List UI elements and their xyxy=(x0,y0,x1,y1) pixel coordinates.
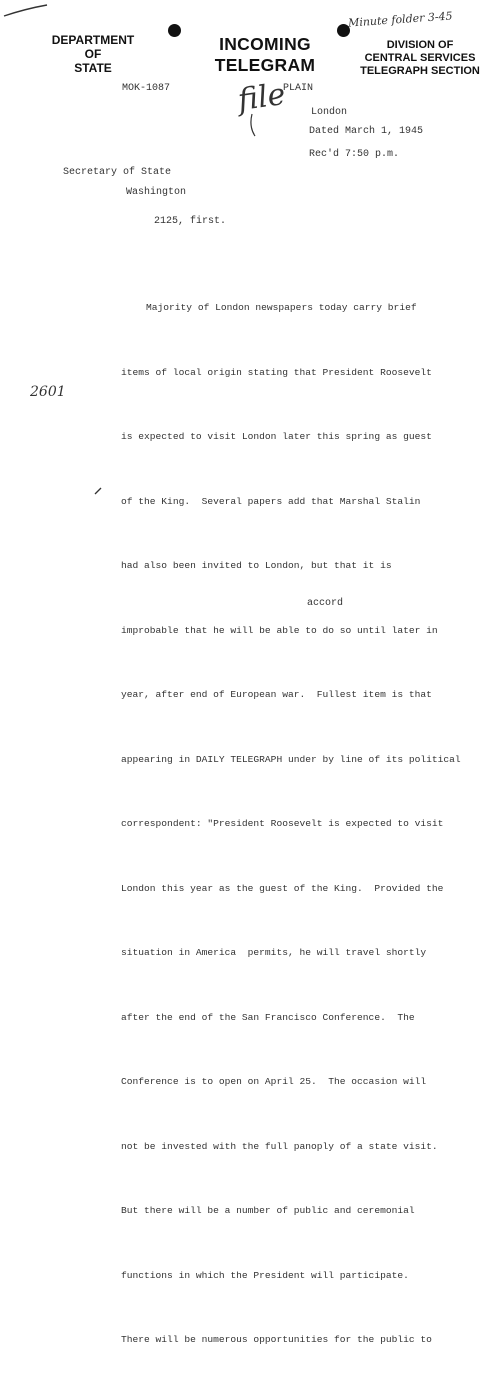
division-line-2: CENTRAL SERVICES xyxy=(364,52,476,64)
body-line: London this year as the guest of the King. Provided the xyxy=(121,882,444,894)
origin-city: London xyxy=(311,107,348,118)
dept-line-3: STATE xyxy=(74,61,112,75)
body-line: is expected to visit London later this spring as guest xyxy=(121,431,432,442)
pen-stroke-mark xyxy=(2,2,50,22)
handwritten-note-top-right: Minute folder 3-45 xyxy=(347,9,453,30)
handwritten-file: file xyxy=(235,76,288,119)
body-line: appearing in DAILY TELEGRAPH under by line of its political xyxy=(121,753,461,765)
division-line-1: DIVISION OF xyxy=(386,39,454,51)
margin-tick-mark xyxy=(93,486,103,496)
body-line: But there will be a number of public and ceremonial xyxy=(121,1205,415,1216)
recipient-line-2: Washington xyxy=(126,187,187,198)
body-line: of the King. Several papers add that Marshal Stalin xyxy=(121,495,421,507)
telegram-mode: PLAIN xyxy=(283,83,314,94)
body-line: situation in America permits, he will travel shortly xyxy=(121,947,427,958)
handwritten-margin-number: 2601 xyxy=(30,384,66,400)
telegram-body xyxy=(121,254,501,1394)
recipient-line-1: Secretary of State xyxy=(63,167,172,178)
body-line: items of local origin stating that President Roosevelt xyxy=(121,366,432,378)
dated-line: Dated March 1, 1945 xyxy=(309,126,424,137)
body-line: had also been invited to London, but that it is xyxy=(121,560,392,571)
title-line-1: INCOMING xyxy=(219,34,311,54)
body-line: after the end of the San Francisco Conference. The xyxy=(121,1011,415,1023)
body-line: There will be numerous opportunities for the public to xyxy=(121,1334,432,1345)
body-line: improbable that he will be able to do so until later in xyxy=(121,624,438,636)
continuation-word: accord xyxy=(307,598,344,609)
division-line-3: TELEGRAPH SECTION xyxy=(360,65,480,77)
body-line: year, after end of European war. Fullest item is that xyxy=(121,689,432,700)
reference-number: MOK-1087 xyxy=(122,83,171,94)
body-line: functions in which the President will participate. xyxy=(121,1269,409,1281)
division-header xyxy=(350,39,490,78)
file-underline-stroke xyxy=(246,112,260,138)
incoming-telegram-title xyxy=(200,34,330,76)
dept-line-1: DEPARTMENT xyxy=(51,33,135,47)
body-line: correspondent: "President Roosevelt is expected to visit xyxy=(121,818,444,829)
department-of-state-header xyxy=(38,33,148,75)
dept-line-2: OF xyxy=(84,47,102,61)
title-line-2: TELEGRAM xyxy=(214,55,316,75)
body-line: not be invested with the full panoply of a state visit. xyxy=(121,1140,438,1152)
punch-hole-left xyxy=(168,24,181,37)
serial-number: 2125, first. xyxy=(154,216,227,227)
body-line: Majority of London newspapers today carry brief xyxy=(146,302,417,313)
received-line: Rec'd 7:50 p.m. xyxy=(309,149,400,160)
body-line: Conference is to open on April 25. The occasion will xyxy=(121,1076,427,1087)
